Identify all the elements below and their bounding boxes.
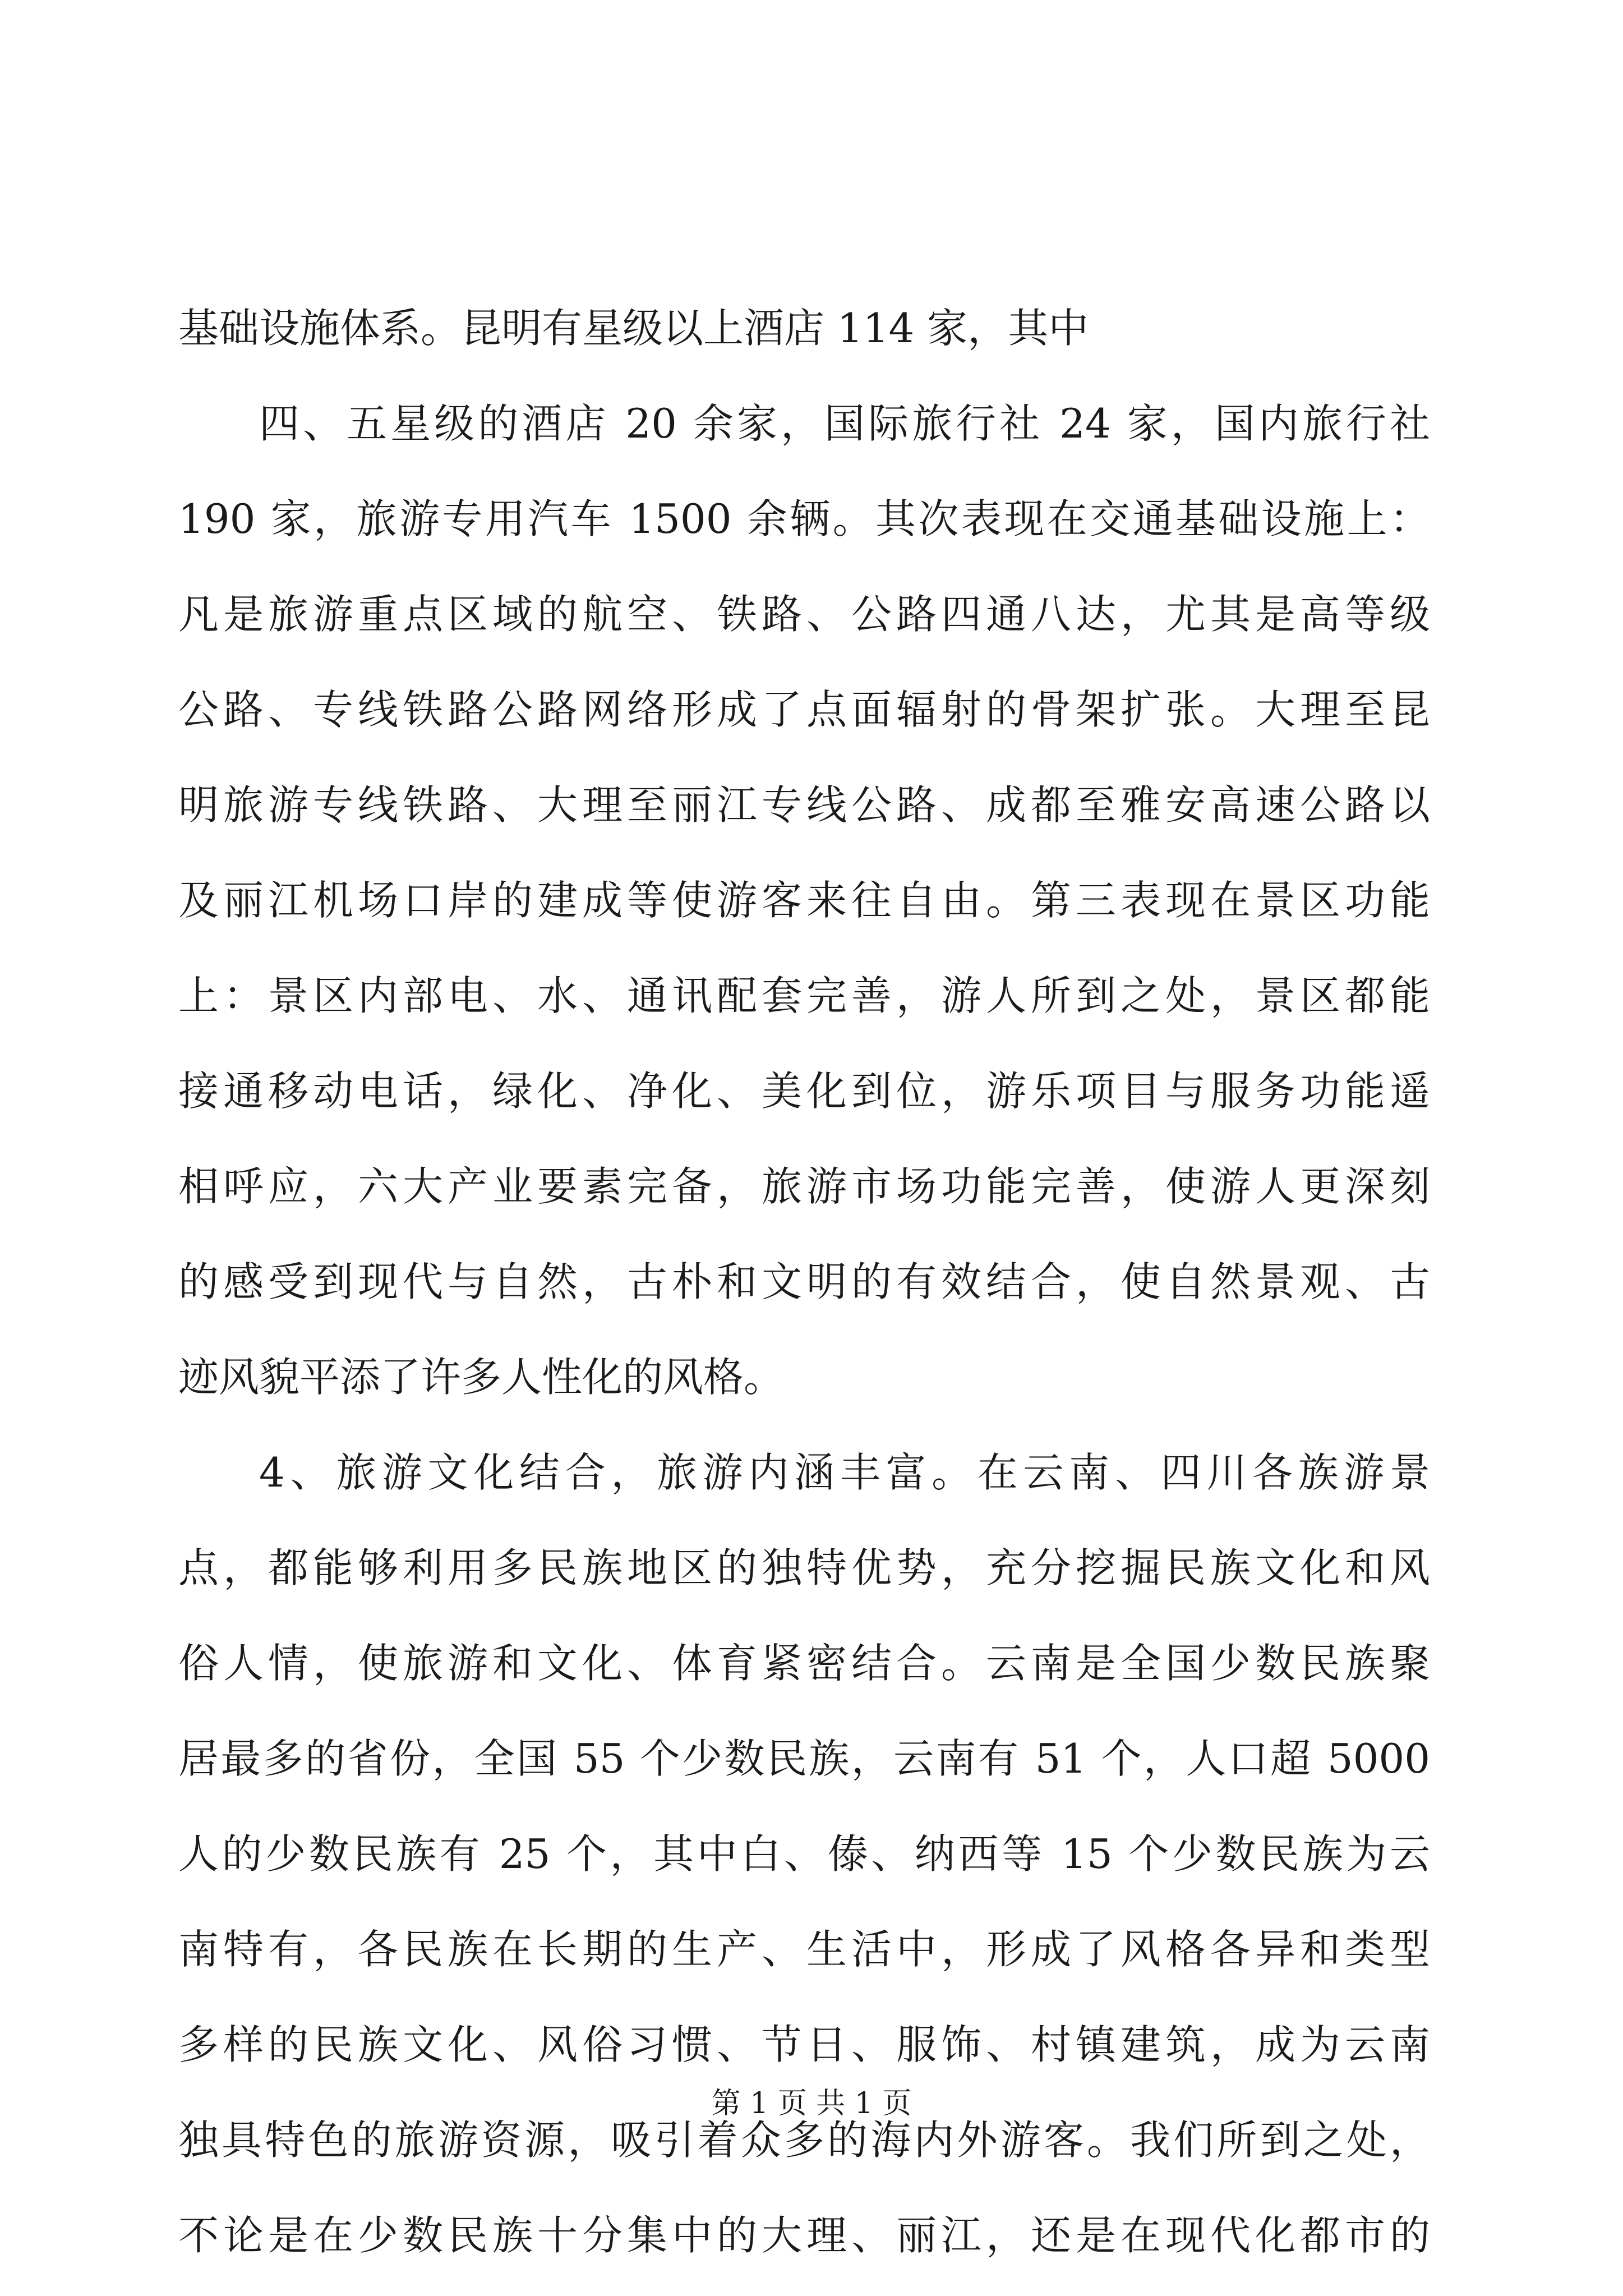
page-number-footer: 第 1 页 共 1 页 — [711, 2087, 912, 2120]
text-line: 接通移动电话，绿化、净化、美化到位，游乐项目与服务功能遥 — [178, 1068, 1430, 1115]
text-line: 上：景区内部电、水、通讯配套完善，游人所到之处，景区都能 — [178, 972, 1430, 1019]
text-line: 四、五星级的酒店 20 余家，国际旅行社 24 家，国内旅行社 — [259, 400, 1430, 447]
text-line: 的感受到现代与自然，古朴和文明的有效结合，使自然景观、古 — [178, 1258, 1430, 1305]
text-line: 相呼应，六大产业要素完备，旅游市场功能完善，使游人更深刻 — [178, 1163, 1430, 1210]
text-line: 明旅游专线铁路、大理至丽江专线公路、成都至雅安高速公路以 — [178, 781, 1430, 829]
text-line: 南特有，各民族在长期的生产、生活中，形成了风格各异和类型 — [178, 1926, 1430, 1973]
document-body — [178, 280, 1430, 2283]
text-line: 迹风貌平添了许多人性化的风格。 — [178, 1354, 785, 1401]
text-line: 190 家，旅游专用汽车 1500 余辆。其次表现在交通基础设施上： — [178, 495, 1430, 542]
text-line: 点，都能够利用多民族地区的独特优势，充分挖掘民族文化和风 — [178, 1544, 1430, 1591]
text-line: 不论是在少数民族十分集中的大理、丽江，还是在现代化都市的 — [178, 2212, 1430, 2259]
text-line: 凡是旅游重点区域的航空、铁路、公路四通八达，尤其是高等级 — [178, 591, 1430, 638]
text-line: 人的少数民族有 25 个，其中白、傣、纳西等 15 个少数民族为云 — [178, 1830, 1430, 1878]
text-line: 基础设施体系。昆明有星级以上酒店 114 家，其中 — [178, 305, 1089, 352]
text-line: 俗人情，使旅游和文化、体育紧密结合。云南是全国少数民族聚 — [178, 1640, 1430, 1687]
text-line: 多样的民族文化、风俗习惯、节日、服饰、村镇建筑，成为云南 — [178, 2021, 1430, 2068]
text-line: 公路、专线铁路公路网络形成了点面辐射的骨架扩张。大理至昆 — [178, 686, 1430, 733]
text-line: 及丽江机场口岸的建成等使游客来往自由。第三表现在景区功能 — [178, 877, 1430, 924]
text-line: 独具特色的旅游资源，吸引着众多的海内外游客。我们所到之处， — [178, 2116, 1430, 2164]
text-line: 4、旅游文化结合，旅游内涵丰富。在云南、四川各族游景 — [259, 1449, 1430, 1496]
text-line: 居最多的省份，全国 55 个少数民族，云南有 51 个，人口超 5000 — [178, 1735, 1430, 1782]
